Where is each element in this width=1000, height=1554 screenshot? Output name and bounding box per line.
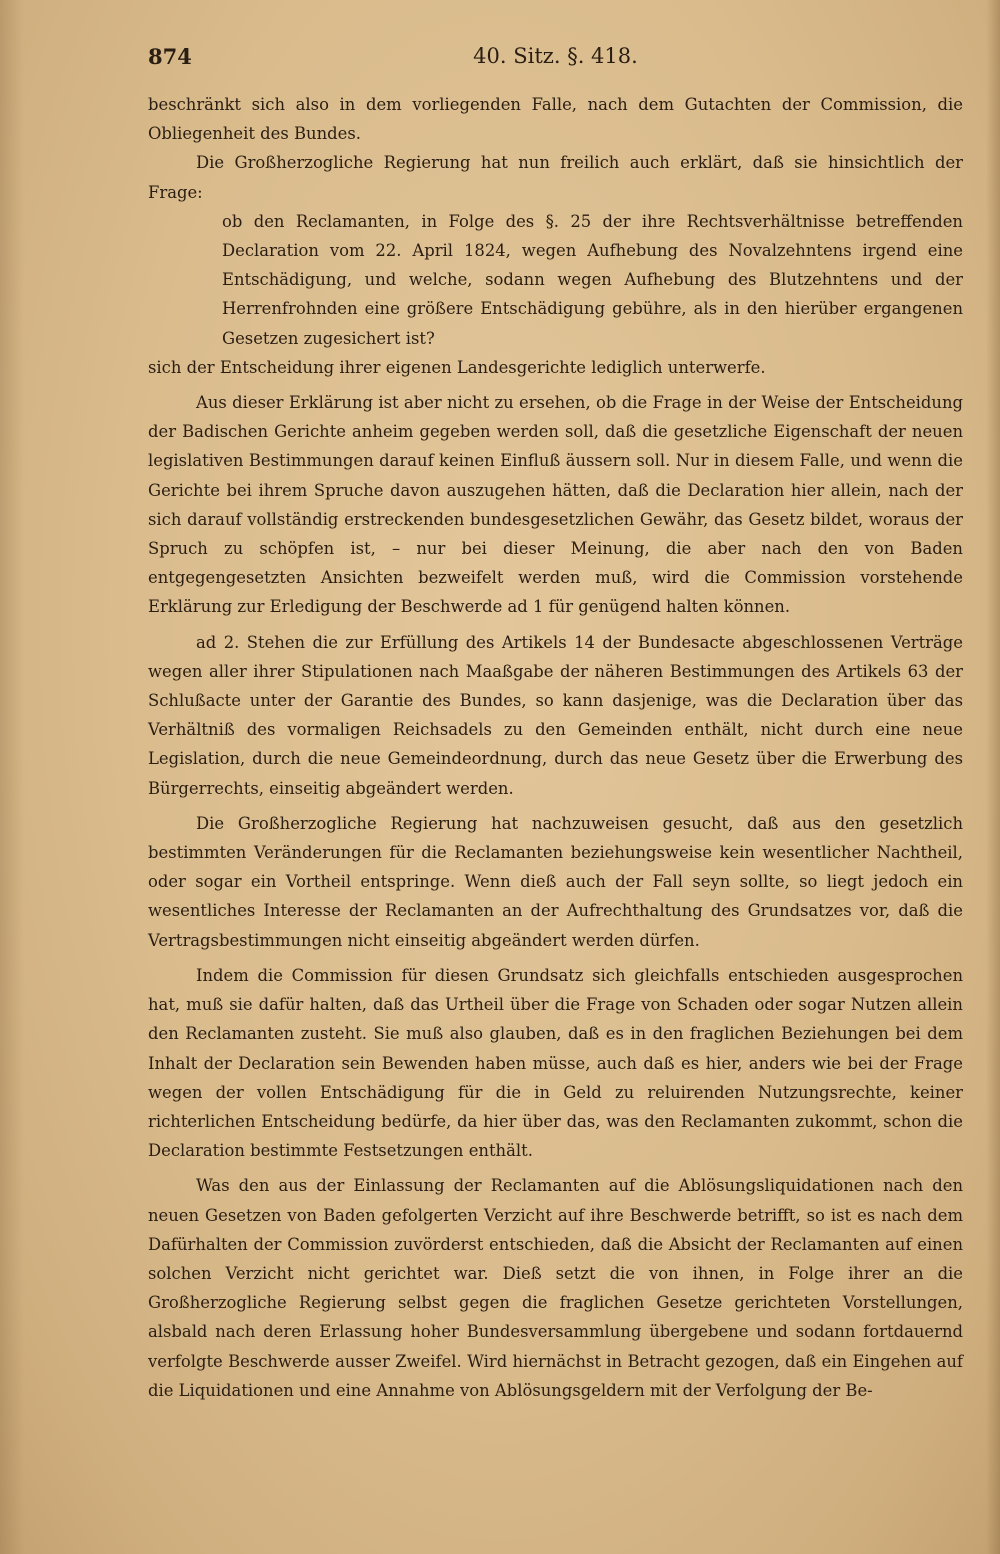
page-number: 874 <box>148 44 192 69</box>
paragraph: sich der Entscheidung ihrer eigenen Landesgerichte lediglich unterwerfe. <box>148 357 766 377</box>
page-gutter-shadow <box>0 0 24 1554</box>
page-edge-shadow <box>986 0 1000 1554</box>
paragraph: beschränkt sich also in dem vorliegenden Falle, nach dem Gutachten der Commission, die Obliegenheit des Bundes. <box>148 95 963 144</box>
paragraph: Was den aus der Einlassung der Reclamanten auf die Ablösungsliquidationen nach den neuen Gesetzen von Baden gefolgerten Verzicht auf ihre Beschwerde betrifft, so ist es nach dem Dafürhalten der Commission zuvörderst entschieden, daß die Absicht der Reclamanten auf einen solchen Verzicht nicht gerichtet war. Dieß setzt die von ihnen, in Folge ihrer an die Großherzogliche Regierung selbst gegen die fraglichen Gesetze gerichteten Vorstellungen, alsbald nach deren Erlassung hoher Bundesversammlung übergebene und sodann fortdauernd verfolgte Beschwerde ausser Zweifel. Wird hiernächst in Betracht gezogen, daß ein Eingehen auf die Liquidationen und eine Annahme von Ablösungsgeldern mit der Verfolgung der Be- <box>148 1176 963 1400</box>
paragraph: Indem die Commission für diesen Grundsatz sich gleichfalls entschieden ausgesprochen hat, muß sie dafür halten, daß das Urtheil über die Frage von Schaden oder sogar Nutzen allein den Reclamanten zusteht. Sie muß also glauben, daß es in den fraglichen Beziehungen bei dem Inhalt der Declaration sein Bewenden haben müsse, auch daß es hier, anders wie bei der Frage wegen der vollen Entschädigung für die in Geld zu reluirenden Nutzungsrechte, keiner richterlichen Entscheidung bedürfe, da hier über das, was den Reclamanten zukommt, schon die Declaration bestimmte Festsetzungen enthält. <box>148 965 963 1161</box>
paragraph: Die Großherzogliche Regierung hat nun freilich auch erklärt, daß sie hinsichtlich der Frage: <box>148 153 963 202</box>
running-head: 40. Sitz. §. 418. <box>473 44 638 68</box>
body-text <box>148 90 963 1405</box>
paragraph: Die Großherzogliche Regierung hat nachzuweisen gesucht, daß aus den gesetzlich bestimmten Veränderungen für die Reclamanten beziehungsweise kein wesentlicher Nachtheil, oder sogar ein Vortheil entspringe. Wenn dieß auch der Fall seyn sollte, so liegt jedoch ein wesentliches Interesse der Reclamanten an der Aufrechthaltung des Grundsatzes vor, daß die Vertragsbestimmungen nicht einseitig abgeändert werden dürfen. <box>148 813 963 950</box>
paragraph: ad 2. Stehen die zur Erfüllung des Artikels 14 der Bundesacte abgeschlossenen Verträge wegen aller ihrer Stipulationen nach Maaßgabe der näheren Bestimmungen des Artikels 63 der Schlußacte unter der Garantie des Bundes, so kann dasjenige, was die Declaration über das Verhältniß des vormaligen Reichsadels zu den Gemeinden enthält, nicht durch eine neue Legislation, durch die neue Gemeindeordnung, durch das neue Gesetz über die Erwerbung des Bürgerrechts, einseitig abgeändert werden. <box>148 632 963 798</box>
page-header <box>148 44 963 80</box>
quoted-question: ob den Reclamanten, in Folge des §. 25 der ihre Rechtsverhältnisse betreffenden Declaration vom 22. April 1824, wegen Aufhebung des Novalzehntens irgend eine Entschädigung, und welche, sodann wegen Aufhebung des Blutzehntens und der Herrenfrohnden eine größere Entschädigung gebühre, als in den hierüber ergangenen Gesetzen zugesichert ist? <box>222 211 963 348</box>
paragraph: Aus dieser Erklärung ist aber nicht zu ersehen, ob die Frage in der Weise der Entscheidung der Badischen Gerichte anheim gegeben werden soll, daß die gesetzliche Eigenschaft der neuen legislativen Bestimmungen darauf keinen Einfluß äussern soll. Nur in diesem Falle, und wenn die Gerichte bei ihrem Spruche davon auszugehen hätten, daß die Declaration hier allein, nach der sich darauf vollständig erstreckenden bundesgesetzlichen Gewähr, das Gesetz bildet, woraus der Spruch zu schöpfen ist, – nur bei dieser Meinung, die aber nach den von Baden entgegengesetzten Ansichten bezweifelt werden muß, wird die Commission vorstehende Erklärung zur Erledigung der Beschwerde ad 1 für genügend halten können. <box>148 393 963 617</box>
